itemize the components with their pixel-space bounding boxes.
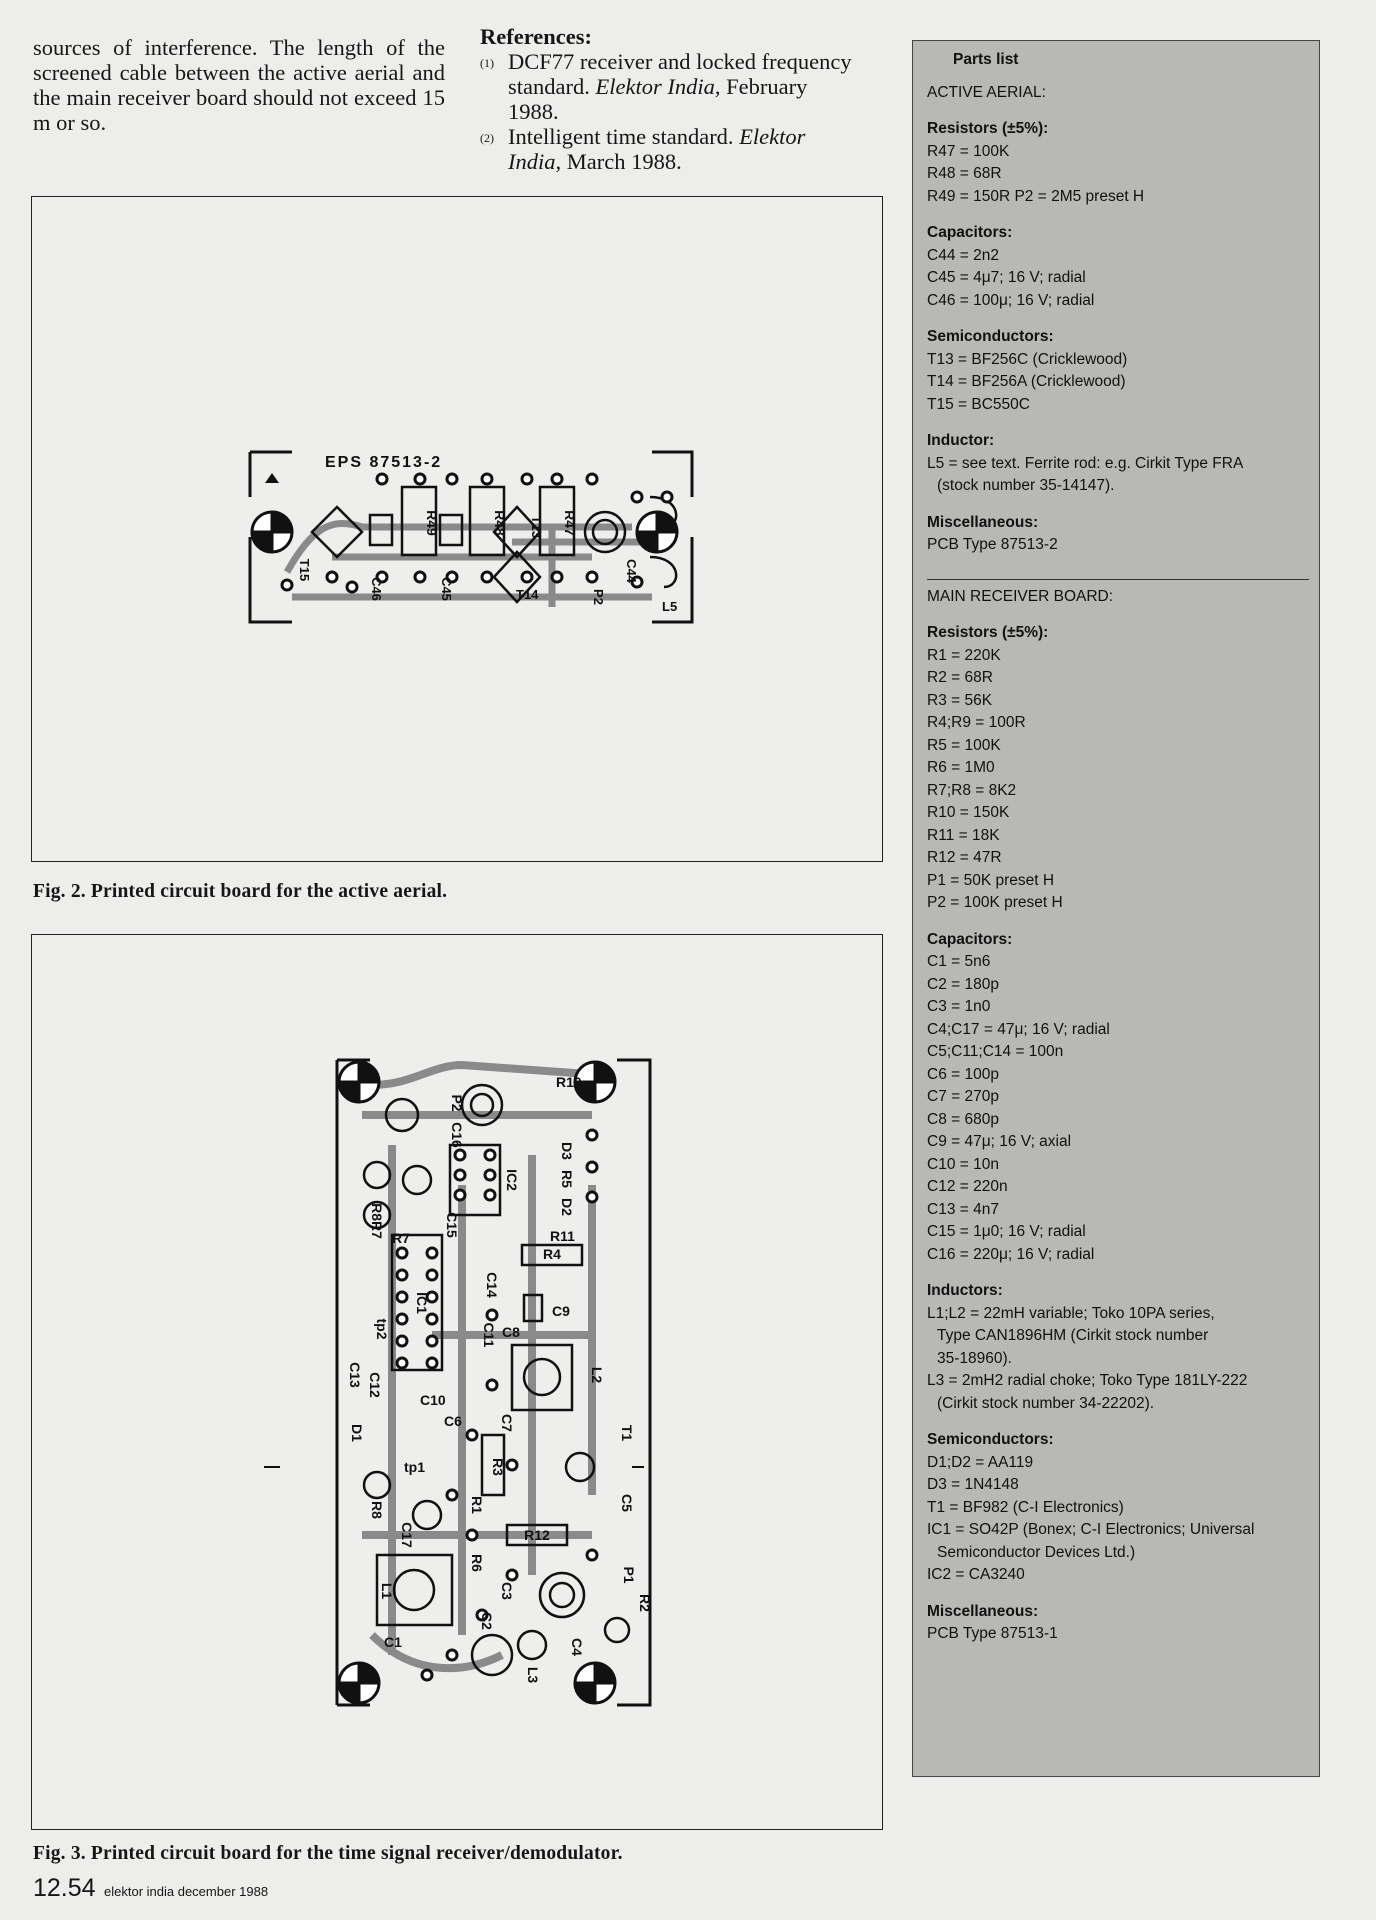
label-c8: C8: [502, 1324, 520, 1340]
parts-line: Semiconductor Devices Ltd.): [937, 1543, 1136, 1561]
label-c7: C7: [499, 1414, 515, 1432]
label-l3: L3: [525, 1666, 541, 1684]
label-c1: C1: [384, 1634, 402, 1650]
parts-line: C7 = 270p: [927, 1088, 999, 1105]
parts-line: T15 = BC550C: [927, 395, 1030, 413]
parts-line: C5;C11;C14 = 100n: [927, 1043, 1064, 1060]
label-c15: C15: [444, 1212, 460, 1238]
parts-line: C8 = 680p: [927, 1110, 999, 1128]
parts-section-heading: Resistors (±5%):: [927, 624, 1049, 641]
parts-line: Type CAN1896HM (Cirkit stock number: [937, 1327, 1209, 1344]
receiver-pcb-drawing: [32, 935, 882, 1829]
board-title: EPS 87513-2: [325, 454, 443, 471]
parts-line: (stock number 35-14147).: [937, 477, 1115, 494]
label-r47: R47: [562, 510, 578, 536]
parts-line: R10 = 150K: [927, 804, 1010, 821]
parts-line: C15 = 1μ0; 16 V; radial: [927, 1223, 1086, 1240]
parts-line: C45 = 4μ7; 16 V; radial: [927, 269, 1086, 286]
parts-line: P2 = 100K preset H: [927, 894, 1063, 911]
page-number: 12.54: [33, 1874, 96, 1902]
parts-line: R49 = 150R P2 = 2M5 preset H: [927, 187, 1145, 205]
active-aerial-list: [927, 118, 1309, 557]
label-l1: L1: [379, 1582, 395, 1600]
parts-section-heading: Inductor:: [927, 432, 995, 449]
fig3-pcb-frame: [31, 934, 883, 1830]
label-c12: C12: [367, 1372, 383, 1398]
parts-line: R7;R8 = 8K2: [927, 781, 1017, 799]
label-t1: T1: [619, 1424, 635, 1442]
label-c5: C5: [619, 1494, 635, 1512]
parts-line: D1;D2 = AA119: [927, 1453, 1034, 1471]
label-ic1: IC1: [414, 1292, 430, 1314]
label-d3: D3: [559, 1142, 575, 1160]
active-aerial-heading: ACTIVE AERIAL:: [927, 83, 1046, 101]
fig3-caption: Fig. 3. Printed circuit board for the time signal receiver/demodulator.: [33, 1843, 623, 1864]
label-tp2: tp2: [374, 1318, 390, 1340]
parts-line: R2 = 68R: [927, 669, 993, 686]
parts-line: C44 = 2n2: [927, 246, 999, 264]
parts-line: L1;L2 = 22mH variable; Toko 10PA series,: [927, 1304, 1215, 1322]
label-p2: P2: [449, 1094, 465, 1112]
parts-section-heading: Semiconductors:: [927, 1431, 1054, 1448]
label-c14: C14: [484, 1272, 500, 1298]
parts-section-heading: Resistors (±5%):: [927, 120, 1049, 137]
label-c46: C46: [369, 577, 384, 601]
label-r5: R5: [559, 1170, 575, 1188]
label-c4: C4: [569, 1638, 585, 1656]
label-r8: R8: [369, 1501, 385, 1519]
label-c44: C44: [624, 559, 639, 583]
section-divider: [927, 579, 1309, 580]
parts-section-heading: Miscellaneous:: [927, 513, 1039, 531]
parts-list-panel: [912, 40, 1320, 1777]
label-r48: R48: [492, 510, 508, 536]
label-tp1: tp1: [404, 1459, 425, 1475]
label-c13: C13: [347, 1362, 363, 1388]
parts-line: R11 = 18K: [927, 826, 1000, 844]
main-board-heading: MAIN RECEIVER BOARD:: [927, 587, 1114, 605]
parts-line: R6 = 1M0: [927, 759, 995, 776]
active-aerial-pcb-drawing: [32, 197, 882, 861]
label-d1: D1: [349, 1424, 365, 1442]
references: [480, 24, 860, 174]
label-r10: R10: [556, 1074, 582, 1090]
label-c3: C3: [499, 1582, 515, 1600]
label-t15: T15: [297, 558, 312, 582]
parts-line: C46 = 100μ; 16 V; radial: [927, 291, 1095, 309]
parts-line: R4;R9 = 100R: [927, 714, 1026, 731]
label-c6: C6: [444, 1413, 462, 1429]
parts-line: (Cirkit stock number 34-22202).: [937, 1394, 1155, 1412]
parts-line: C3 = 1n0: [927, 998, 991, 1015]
reference-item: (1) DCF77 receiver and locked frequency standard. Elektor India, February 1988.: [480, 49, 852, 124]
label-r6: R6: [469, 1554, 485, 1572]
publication-line: elektor india december 1988: [104, 1884, 269, 1899]
label-r2: R2: [637, 1594, 653, 1612]
parts-section-heading: Miscellaneous:: [927, 1602, 1039, 1620]
parts-line: C4;C17 = 47μ; 16 V; radial: [927, 1020, 1110, 1038]
parts-line: C6 = 100p: [927, 1065, 999, 1083]
parts-line: C1 = 5n6: [927, 953, 991, 970]
label-c11: C11: [481, 1322, 497, 1348]
parts-line: C2 = 180p: [927, 975, 999, 993]
parts-section-heading: Inductors:: [927, 1282, 1003, 1299]
label-t14: T14: [516, 587, 539, 602]
page-footer: [33, 1874, 268, 1903]
parts-line: T14 = BF256A (Cricklewood): [927, 373, 1126, 390]
label-ic2: IC2: [504, 1169, 520, 1191]
parts-line: R48 = 68R: [927, 165, 1002, 182]
label-r8r7: R8R7: [369, 1203, 385, 1239]
references-title: References:: [480, 24, 593, 49]
label-l2: L2: [589, 1366, 605, 1384]
label-c9: C9: [552, 1303, 570, 1319]
main-board-list: [927, 622, 1309, 1646]
parts-line: IC2 = CA3240: [927, 1566, 1025, 1583]
label-l5: L5: [662, 599, 678, 614]
fig2-caption: Fig. 2. Printed circuit board for the active aerial.: [33, 881, 448, 902]
label-c17: C17: [399, 1522, 415, 1548]
parts-line: R47 = 100K: [927, 142, 1010, 160]
fig2-pcb-frame: [31, 196, 883, 862]
parts-line: L5 = see text. Ferrite rod: e.g. Cirkit Type FRA: [927, 454, 1244, 472]
label-c10: C10: [420, 1392, 446, 1408]
label-r4: R4: [543, 1246, 561, 1262]
parts-line: L3 = 2mH2 radial choke; Toko Type 181LY-222: [927, 1372, 1248, 1389]
parts-line: PCB Type 87513-2: [927, 536, 1058, 553]
label-p1: P1: [621, 1566, 637, 1584]
parts-line: P1 = 50K preset H: [927, 871, 1055, 889]
label-c16: C16: [449, 1122, 465, 1148]
parts-line: 35-18960).: [937, 1349, 1012, 1367]
parts-line: C13 = 4n7: [927, 1200, 999, 1218]
parts-line: R5 = 100K: [927, 736, 1001, 754]
label-c45: C45: [439, 577, 454, 601]
parts-line: C16 = 220μ; 16 V; radial: [927, 1245, 1095, 1263]
parts-section-heading: Semiconductors:: [927, 328, 1054, 345]
parts-list-title: Parts list: [953, 51, 1019, 68]
parts-line: R12 = 47R: [927, 849, 1002, 866]
parts-line: T1 = BF982 (C-I Electronics): [927, 1498, 1124, 1516]
label-t13: T13: [529, 515, 544, 539]
label-r7: R7: [392, 1230, 410, 1246]
parts-line: D3 = 1N4148: [927, 1476, 1019, 1493]
parts-section-heading: Capacitors:: [927, 930, 1013, 948]
parts-line: C9 = 47μ; 16 V; axial: [927, 1133, 1072, 1150]
parts-line: T13 = BF256C (Cricklewood): [927, 350, 1128, 368]
label-c2: C2: [479, 1612, 495, 1630]
parts-line: R1 = 220K: [927, 646, 1001, 664]
parts-line: C10 = 10n: [927, 1155, 999, 1173]
label-r49: R49: [424, 510, 440, 536]
label-r3: R3: [490, 1458, 506, 1476]
parts-line: PCB Type 87513-1: [927, 1625, 1058, 1642]
label-d2: D2: [559, 1198, 575, 1216]
parts-section-heading: Capacitors:: [927, 224, 1013, 241]
label-r1: R1: [469, 1496, 485, 1514]
parts-line: R3 = 56K: [927, 691, 993, 709]
label-p2: P2: [591, 589, 606, 605]
parts-line: C12 = 220n: [927, 1178, 1008, 1195]
reference-item: (2) Intelligent time standard. Elektor India, March 1988.: [480, 124, 806, 174]
label-r12: R12: [524, 1527, 550, 1543]
label-r11: R11: [550, 1228, 575, 1244]
parts-line: IC1 = SO42P (Bonex; C-I Electronics; Universal: [927, 1521, 1255, 1538]
intro-paragraph: sources of interference. The length of the screened cable between the active aerial and the main receiver board should not exceed 15 m or so.: [33, 35, 445, 135]
